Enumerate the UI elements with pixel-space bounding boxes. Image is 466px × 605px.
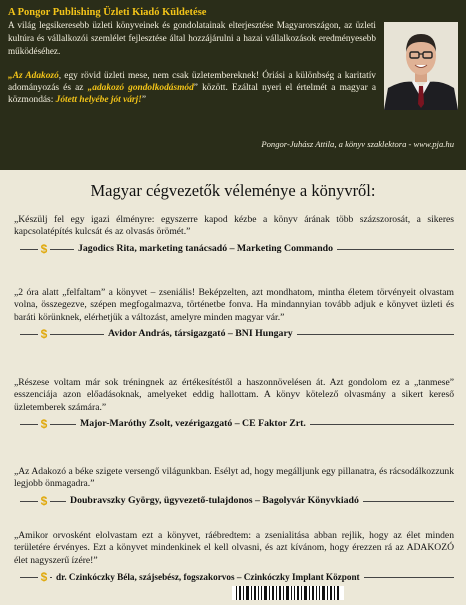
review-text: „Amikor orvosként elolvastam ezt a könyvet, ráébredtem: a zsenialitása abban rejlik, hogy az élet minden területére érvényes. Ezt a könyvet mindenkinek el kell olvasni, és azt kívánom, hogy érezzen rá az ADAKOZÓ élet nagyszerű ízére!” — [14, 530, 454, 566]
review-text: „2 óra alatt „felfaltam” a könyvet – zseniális! Beképzelten, azt mondhatom, mintha életem törvényeit olvastam volna, összegezve, szépen megfogalmazva, történetbe fonva. Ha mindannyian tovább adjuk e könyvet üzleti és baráti körünknek, elérhetjük a változást, amelyre minden magyar vár.” — [14, 287, 454, 323]
review-author: Avidor András, társigazgató – BNI Hungary — [104, 327, 297, 341]
review-item — [14, 214, 454, 256]
review-attribution — [14, 494, 454, 508]
quote-text-1: , egy rövid üzleti mese, nem csak üzletembereknek! Óriási a különbség a karitatív adományozás és az — [8, 71, 376, 94]
quote-highlight: „adakozó gondolkodásmód — [87, 83, 194, 94]
editor-portrait — [384, 22, 458, 110]
publisher-mission-title: A Pongor Publishing Üzleti Kiadó Küldetése — [8, 7, 207, 18]
review-author: Jagodics Rita, marketing tanácsadó – Marketing Commando — [74, 242, 337, 256]
review-attribution — [14, 242, 454, 256]
review-item — [14, 287, 454, 341]
review-item — [14, 466, 454, 508]
dollar-icon: $ — [38, 326, 50, 342]
quote-proverb: Jótett helyébe jót várj! — [55, 95, 142, 106]
review-author: dr. Czinkóczky Béla, szájsebész, fogszakorvos – Czinkóczky Implant Központ — [52, 570, 364, 584]
reviews-heading: Magyar cégvezetők véleménye a könyvről: — [90, 181, 376, 200]
header-band — [0, 0, 466, 170]
editor-signature: Pongor-Juhász Attila, a könyv szaklektora - www.pja.hu — [261, 139, 454, 149]
quote-book-title: „Az Adakozó — [8, 71, 59, 81]
review-author: Doubravszky György, ügyvezető-tulajdonos – Bagolyvár Könyvkiadó — [66, 494, 363, 508]
barcode-sticker — [232, 586, 344, 600]
review-text: „Készülj fel egy igazi élményre: egyszerre kapod kézbe a könyv árának több százszorosát, a sikeres kapcsolatépítés kulcsát és az olvasás örömét.” — [14, 214, 454, 238]
dollar-icon: $ — [38, 241, 50, 257]
review-text: „Az Adakozó a béke szigete versengő világunkban. Esélyt ad, hogy megálljunk egy pillanatra, és rácsodálkozzunk legjobb önmagadra.” — [14, 466, 454, 490]
dollar-icon: $ — [38, 493, 50, 509]
dollar-icon: $ — [38, 416, 50, 432]
dollar-icon: $ — [38, 569, 50, 585]
editor-quote — [8, 70, 376, 107]
review-attribution — [14, 327, 454, 341]
quote-close: ” — [141, 95, 147, 106]
review-item — [14, 377, 454, 431]
review-attribution — [14, 570, 454, 584]
review-author: Major-Maróthy Zsolt, vezérigazgató – CE Faktor Zrt. — [76, 417, 310, 431]
review-text: „Részese voltam már sok tréningnek az értékesítéstől a haszonnövelésen át. Azt gondolom ez a „tanmese” esszenciája azon előadásoknak, amelyeket eddig hallottam. A könyv kötelező olvasmány a sikert kereső üzletemberek számára.” — [14, 377, 454, 413]
quote-text-2: ” között. Ezáltal nyeri el értelmét a magyar a közmondás: — [8, 83, 376, 106]
review-attribution — [14, 417, 454, 431]
review-item — [14, 530, 454, 584]
publisher-mission-text: A világ legsikeresebb üzleti könyveinek és gondolatainak elterjesztése Magyarországon, az üzleti kultúra és vállalkozói szemlélet fejlesztése által hozzájárulni a hazai vállalkozások eredményesebb működéséhez. — [8, 20, 376, 56]
